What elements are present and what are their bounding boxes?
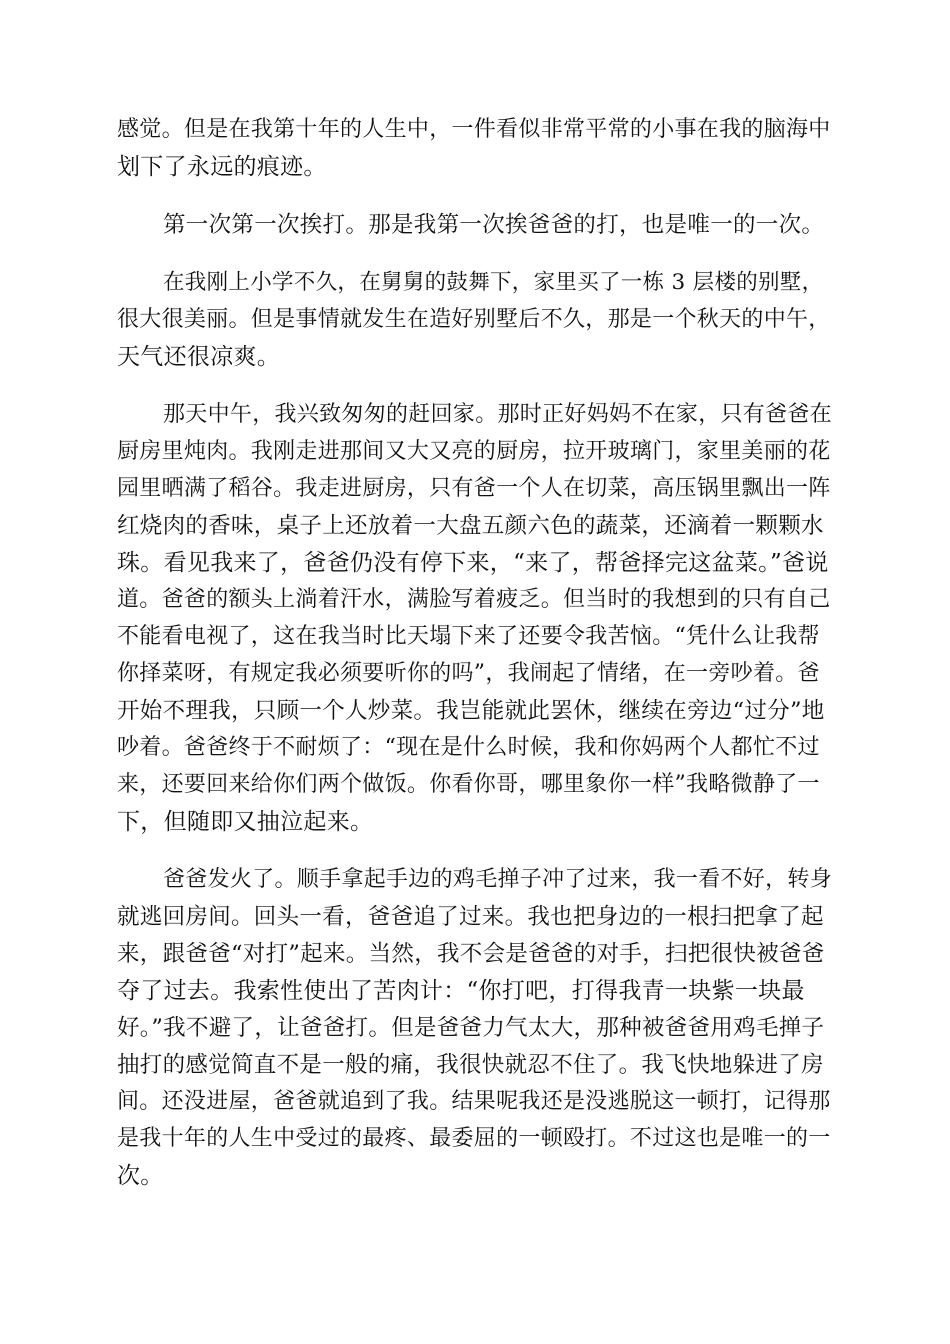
text-line: 你择菜呀，有规定我必须要听你的吗”，我闹起了情绪，在一旁吵着。爸	[117, 661, 820, 686]
paragraph-line: 那天中午，我兴致匆匆的赶回家。那时正好妈妈不在家，只有爸爸在	[163, 402, 833, 427]
text-line: 是我十年的人生中受过的最疼、最委屈的一顿殴打。不过这也是唯一的一	[117, 1126, 831, 1151]
text-line: 好。”我不避了，让爸爸打。但是爸爸力气太大，那种被爸爸用鸡毛掸子	[117, 1015, 825, 1041]
text-line: 夺了过去。我索性使出了苦肉计：“你打吧，打得我青一块紫一块最	[117, 978, 805, 1004]
text-line: 开始不理我，只顾一个人炒菜。我岂能就此罢休，继续在旁边“过分”地	[117, 698, 825, 724]
text-line: 间。还没进屋，爸爸就追到了我。结果呢我还是没逃脱这一顿打，记得那	[117, 1089, 831, 1114]
text-line: 珠。看见我来了，爸爸仍没有停下来，“来了，帮爸择完这盆菜。”爸说	[117, 550, 829, 576]
text-line: 就逃回房间。回头一看，爸爸追了过来。我也把身边的一根扫把拿了起	[117, 904, 824, 930]
text-line: 抽打的感觉简直不是一般的痛，我很快就忍不住了。我飞快地躲进了房	[117, 1052, 824, 1078]
text-line: 吵着。爸爸终于不耐烦了：“现在是什么时候，我和你妈两个人都忙不过	[117, 735, 820, 760]
paragraph-line: 在我刚上小学不久，在舅舅的鼓舞下，家里买了一栋 3 层楼的别墅，	[163, 270, 824, 295]
text-line: 红烧肉的香味，桌子上还放着一大盘五颜六色的蔬菜，还滴着一颗颗水	[117, 513, 824, 539]
paragraph-line: 第一次第一次挨打。那是我第一次挨爸爸的打，也是唯一的一次。	[163, 212, 825, 238]
text-line: 厨房里炖肉。我刚走进那间又大又亮的厨房，拉开玻璃门，家里美丽的花	[117, 439, 831, 464]
text-line: 感觉。但是在我第十年的人生中，一件看似非常平常的小事在我的脑海中	[117, 117, 831, 142]
text-line: 很大很美丽。但是事情就发生在造好别墅后不久，那是一个秋天的中午，	[117, 307, 831, 332]
text-line: 来，还要回来给你们两个做饭。你看你哥，哪里象你一样”我略微静了一	[117, 772, 820, 797]
paragraph-line: 爸爸发火了。顺手拿起手边的鸡毛掸子冲了过来，我一看不好，转身	[163, 867, 833, 892]
text-line: 次。	[117, 1163, 164, 1189]
text-line: 不能看电视了，这在我当时比天塌下来了还要令我苦恼。“凭什么让我帮	[117, 624, 820, 649]
text-line: 下，但随即又抽泣起来。	[117, 809, 374, 835]
text-line: 园里晒满了稻谷。我走进厨房，只有爸一个人在切菜，高压锅里飘出一阵	[117, 476, 831, 501]
text-line: 天气还很凉爽。	[117, 344, 281, 370]
text-line: 划下了永远的痕迹。	[117, 154, 327, 180]
text-line: 来，跟爸爸“对打”起来。当然，我不会是爸爸的对手，扫把很快被爸爸	[117, 941, 825, 967]
text-line: 道。爸爸的额头上淌着汗水，满脸写着疲乏。但当时的我想到的只有自己	[117, 587, 831, 612]
